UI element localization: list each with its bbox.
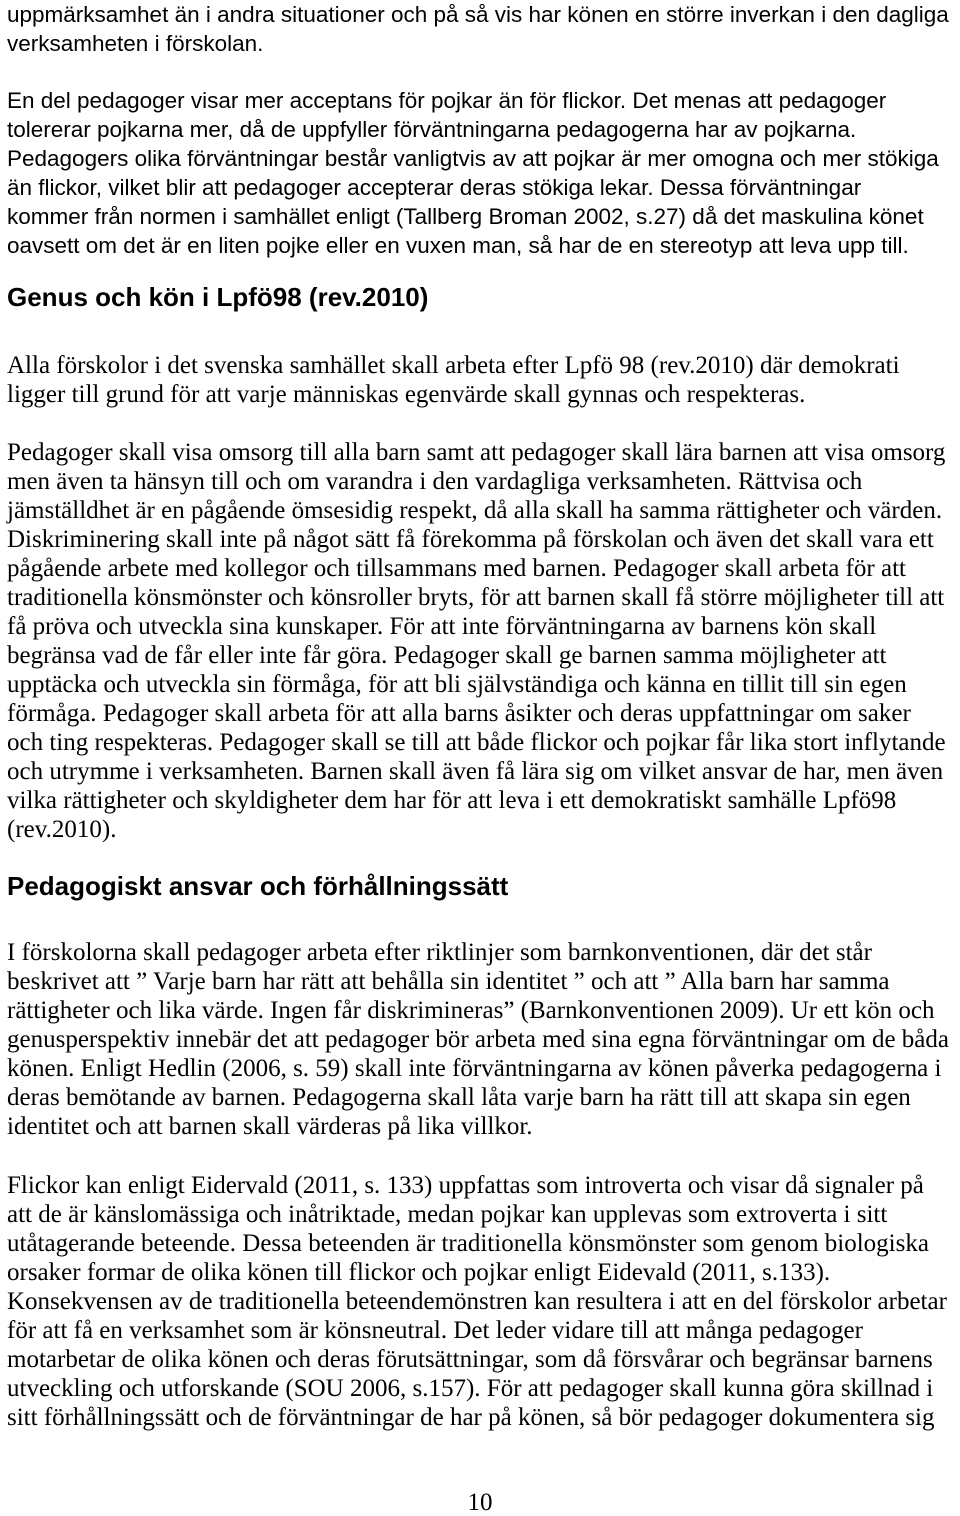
document-page [7, 0, 955, 1432]
text-line: ligger till grund för att varje människas egenvärde skall gynnas och respekteras. [7, 381, 806, 408]
text-line: I förskolorna skall pedagoger arbeta efter riktlinjer som barnkonventionen, där det står [7, 939, 872, 966]
text-line: tolererar pojkarna mer, då de uppfyller förväntningarna pedagogerna har av pojkarna. [7, 117, 857, 142]
text-line: uppmärksamhet än i andra situationer och på så vis har könen en större inverkan i den dagliga [7, 2, 949, 27]
text-line: traditionella könsmönster och könsroller bryts, för att barnen skall få större möjligheter till att [7, 584, 945, 611]
text-line: upptäcka och utveckla sin förmåga, för att bli självständiga och känna en tillit till sin egen [7, 671, 907, 698]
text-line: jämställdhet är en pågående ömsesidig respekt, då alla skall ha samma rättigheter och värden. [7, 497, 943, 524]
text-line: vilka rättigheter och skyldigheter dem har för att leva i ett demokratiskt samhälle Lpfö98 [7, 787, 897, 814]
text-line: deras bemötande av barnen. Pedagogerna skall låta varje barn ha rätt till att skapa sin egen [7, 1084, 911, 1111]
paragraph [7, 1171, 955, 1432]
text-line: Flickor kan enligt Eidervald (2011, s. 133) uppfattas som introverta och visar då signaler på [7, 1172, 924, 1199]
text-line: sitt förhållningssätt och de förväntningar de har på könen, så bör pedagoger dokumentera sig [7, 1404, 935, 1431]
text-line: utåtagerande beteende. Dessa beteenden är traditionella könsmönster som genom biologiska [7, 1230, 929, 1257]
paragraph [7, 86, 955, 260]
text-line: orsaker formar de olika könen till flickor och pojkar enligt Eidevald (2011, s.133). [7, 1259, 831, 1286]
text-line: begränsa vad de får eller inte får göra. Pedagoger skall ge barnen samma möjligheter att [7, 642, 887, 669]
paragraph [7, 438, 955, 844]
text-line: Pedagoger skall visa omsorg till alla barn samt att pedagoger skall lära barnen att visa omsorg [7, 439, 946, 466]
text-line: och utrymme i verksamheten. Barnen skall även få lära sig om vilket ansvar de har, men även [7, 758, 944, 785]
text-line: Diskriminering skall inte på något sätt få förekomma på förskolan och även det skall vara ett [7, 526, 934, 553]
section-heading: Genus och kön i Lpfö98 (rev.2010) [7, 282, 429, 312]
text-line: men även ta hänsyn till och om varandra i den vardagliga verksamheten. Rättvisa och [7, 468, 863, 495]
text-line: Konsekvensen av de traditionella beteendemönstren kan resultera i att en del förskolor arbetar [7, 1288, 947, 1315]
paragraph [7, 938, 955, 1141]
text-line: oavsett om det är en liten pojke eller en vuxen man, så har de en stereotyp att leva upp till. [7, 233, 909, 258]
text-line: genusperspektiv innebär det att pedagoger bör arbeta med sina egna förväntningar om de båda [7, 1026, 950, 1053]
text-line: att de är känslomässiga och inåtriktade, medan pojkar kan upplevas som extroverta i sitt [7, 1201, 888, 1228]
text-line: verksamheten i förskolan. [7, 31, 264, 56]
text-line: motarbetar de olika könen och deras förutsättningar, som då försvårar och begränsar barnens [7, 1346, 933, 1373]
paragraph [7, 351, 955, 409]
text-line: En del pedagoger visar mer acceptans för pojkar än för flickor. Det menas att pedagoger [7, 88, 887, 113]
text-line: förmåga. Pedagoger skall arbeta för att alla barns åsikter och deras uppfattningar om saker [7, 700, 911, 727]
text-line: könen. Enligt Hedlin (2006, s. 59) skall inte förväntningarna av könen påverka pedagogerna i [7, 1055, 942, 1082]
text-line: utveckling och utforskande (SOU 2006, s.157). För att pedagoger skall kunna göra skillnad i [7, 1375, 934, 1402]
text-line: (rev.2010). [7, 816, 117, 843]
text-line: och ting respekteras. Pedagoger skall se till att både flickor och pojkar får lika stort inflytande [7, 729, 946, 756]
text-line: än flickor, vilket blir att pedagoger accepterar deras stökiga lekar. Dessa förväntningar [7, 175, 862, 200]
text-line: identitet och att barnen skall värderas på lika villkor. [7, 1113, 533, 1140]
page-number: 10 [467, 1489, 493, 1516]
text-line: för att få en verksamhet som är könsneutral. Det leder vidare till att många pedagoger [7, 1317, 863, 1344]
text-line: Pedagogers olika förväntningar består vanligtvis av att pojkar är mer omogna och mer stökiga [7, 146, 939, 171]
paragraph [7, 0, 955, 58]
text-line: pågående arbete med kollegor och tillsammans med barnen. Pedagoger skall arbeta för att [7, 555, 906, 582]
text-line: rättigheter och lika värde. Ingen får diskrimineras” (Barnkonventionen 2009). Ur ett kön och [7, 997, 935, 1024]
text-line: kommer från normen i samhället enligt (Tallberg Broman 2002, s.27) då det maskulina könet [7, 204, 924, 229]
text-line: Alla förskolor i det svenska samhället skall arbeta efter Lpfö 98 (rev.2010) där demokrati [7, 352, 900, 379]
text-line: få pröva och utveckla sina kunskaper. För att inte förväntningarna av barnens kön skall [7, 613, 877, 640]
section-heading: Pedagogiskt ansvar och förhållningssätt [7, 871, 509, 901]
text-line: beskrivet att ” Varje barn har rätt att behålla sin identitet ” och att ” Alla barn har samma [7, 968, 890, 995]
